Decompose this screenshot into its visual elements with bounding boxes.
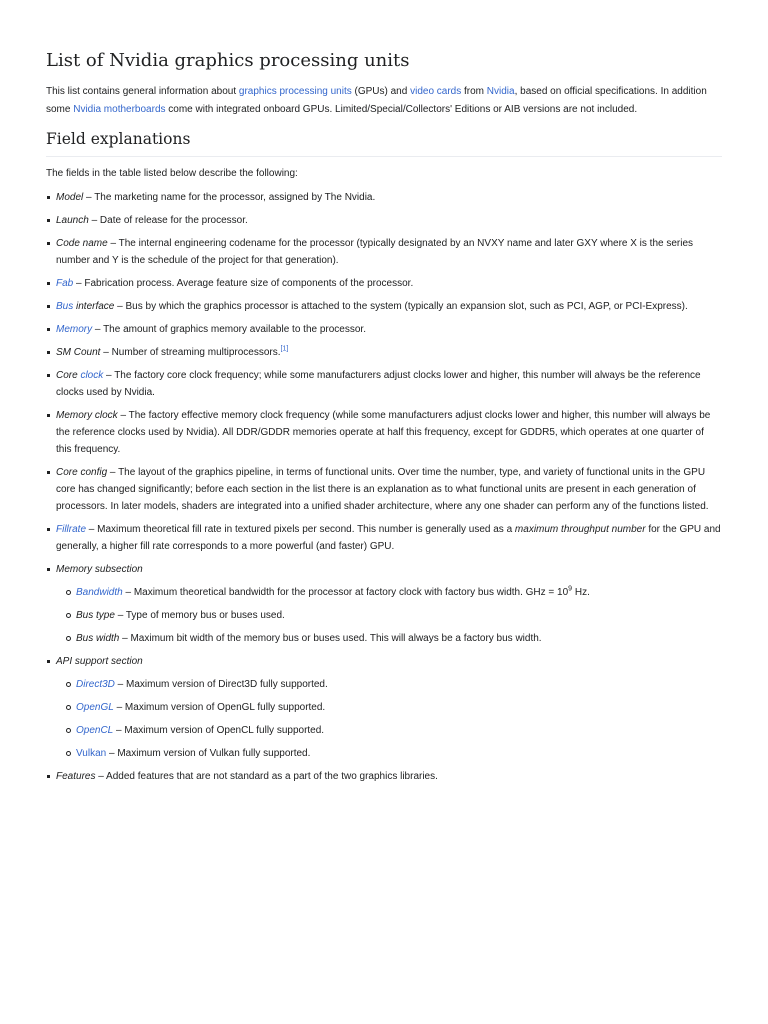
link-bus[interactable] xyxy=(56,301,73,312)
sublist-item-bandwidth xyxy=(56,584,722,601)
fields-intro: The fields in the table listed below describe the following: xyxy=(46,168,298,179)
field-list xyxy=(46,189,722,785)
exponent: 9 xyxy=(568,585,573,593)
term-fab: Fab xyxy=(56,277,74,289)
link-fab[interactable] xyxy=(56,278,73,289)
sublist-item-direct3d xyxy=(56,676,722,693)
emphasis-max-throughput: maximum throughput number xyxy=(514,523,646,535)
sublist-item-bus-type xyxy=(56,607,722,624)
list-item-api-support xyxy=(46,653,722,762)
desc-bus-width: – Maximum bit width of the memory bus or buses used. This will always be a factory bus width. xyxy=(119,632,542,644)
desc-opengl: – Maximum version of OpenGL fully supported. xyxy=(113,701,326,713)
term-interface: interface xyxy=(73,300,115,312)
desc-vulkan: – Maximum version of Vulkan fully supported. xyxy=(106,747,311,759)
link-opengl[interactable] xyxy=(76,702,114,713)
desc-opencl: – Maximum version of OpenCL fully supported. xyxy=(113,724,325,736)
desc-model: – The marketing name for the processor, assigned by The Nvidia. xyxy=(83,191,376,203)
desc-launch: – Date of release for the processor. xyxy=(88,214,248,226)
sublist-item-opengl xyxy=(56,699,722,716)
term-model: Model xyxy=(56,191,84,203)
list-item-code-name xyxy=(46,235,722,269)
reference-link[interactable]: [1] xyxy=(280,345,289,353)
list-item-fillrate xyxy=(46,521,722,555)
desc-core-config: – The layout of the graphics pipeline, in terms of functional units. Over time the number, type, and variety of functional units in the GPU core has changed significantly; before each section in the list there is an explanation as to what functional units are present in each generation of processors. In later models, shaders are integrated into a unified shader architecture, where any one shader can perform any of the functions listed. xyxy=(56,466,709,512)
section-heading-field-explanations: Field explanations xyxy=(46,129,722,157)
intro-text: , based on official specifications. In addition some xyxy=(46,86,707,115)
list-item-model xyxy=(46,189,722,206)
term-launch: Launch xyxy=(56,214,89,226)
desc-code-name: – The internal engineering codename for the processor (typically designated by an NVXY name and later GXY where X is the series number and Y is the schedule of the project for that generation). xyxy=(56,237,694,266)
term-bus-type: Bus type xyxy=(76,609,115,621)
desc-direct3d: – Maximum version of Direct3D fully supported. xyxy=(114,678,328,690)
term-sm-count: SM Count xyxy=(56,346,101,358)
list-item-fab xyxy=(46,275,722,292)
desc-memory: – The amount of graphics memory available to the processor. xyxy=(92,323,366,335)
list-item-launch xyxy=(46,212,722,229)
term-core: Core xyxy=(56,369,81,381)
intro-text: from xyxy=(461,86,487,97)
term-api-support: API support section xyxy=(56,655,143,667)
link-opencl[interactable] xyxy=(76,725,113,736)
link-bandwidth[interactable] xyxy=(76,587,123,598)
sublist-item-opencl xyxy=(56,722,722,739)
sublist-item-bus-width xyxy=(56,630,722,647)
list-item-core-config xyxy=(46,464,722,515)
list-item-memory xyxy=(46,321,722,338)
term-fillrate: Fillrate xyxy=(56,523,87,535)
term-bus: Bus xyxy=(56,300,74,312)
term-opengl: OpenGL xyxy=(76,701,114,713)
desc-bandwidth: – Maximum theoretical bandwidth for the processor at factory clock with factory bus width. GHz = 10 xyxy=(122,586,569,598)
desc-memory-clock: – The factory effective memory clock frequency (while some manufacturers adjust clocks lower and higher, this number will always be the reference clocks used by Nvidia). All DDR/GDDR memories operate at half this frequency, except for GDDR5, which operates at one quarter of this frequency. xyxy=(56,409,711,455)
term-code-name: Code name xyxy=(56,237,108,249)
intro-paragraph xyxy=(46,83,722,118)
list-item-memory-clock xyxy=(46,407,722,458)
desc-fillrate: – Maximum theoretical fill rate in textured pixels per second. This number is generally used as a xyxy=(86,523,515,535)
desc-bus-interface: – Bus by which the graphics processor is attached to the system (typically an expansion slot, such as PCI, AGP, or PCI-Express). xyxy=(114,300,688,312)
list-item-sm-count xyxy=(46,344,722,361)
list-item-core-clock xyxy=(46,367,722,401)
desc-fillrate-end: for the GPU and generally, a higher fill rate corresponds to a more powerful (and faster) GPU. xyxy=(56,523,721,552)
list-item-bus-interface xyxy=(46,298,722,315)
link-vulkan[interactable]: Vulkan xyxy=(76,747,107,759)
sublist-item-vulkan xyxy=(56,745,722,762)
intro-text: come with integrated onboard GPUs. Limited/Special/Collectors' Editions or AIB versions are not included. xyxy=(165,103,638,115)
desc-sm-count: – Number of streaming multiprocessors. xyxy=(100,346,281,358)
link-nvidia[interactable]: Nvidia xyxy=(486,86,515,97)
link-memory[interactable] xyxy=(56,324,92,335)
desc-fab: – Fabrication process. Average feature size of components of the processor. xyxy=(73,277,414,289)
term-opencl: OpenCL xyxy=(76,724,114,736)
desc-core-clock: – The factory core clock frequency; while some manufacturers adjust clocks lower and higher, this number will always be the reference clocks used by Nvidia. xyxy=(56,369,701,398)
desc-bus-type: – Type of memory bus or buses used. xyxy=(114,609,285,621)
page-title: List of Nvidia graphics processing units xyxy=(46,50,410,71)
desc-bandwidth-end: Hz. xyxy=(572,586,590,598)
term-memory: Memory xyxy=(56,323,93,335)
link-clock[interactable] xyxy=(80,370,103,381)
term-bus-width: Bus width xyxy=(76,632,120,644)
api-sublist xyxy=(56,676,722,762)
term-features: Features xyxy=(56,770,96,782)
link-nvidia-motherboards[interactable]: Nvidia motherboards xyxy=(73,103,166,115)
term-memory-subsection: Memory subsection xyxy=(56,563,143,575)
link-graphics-processing-units[interactable]: graphics processing units xyxy=(238,86,352,97)
memory-sublist xyxy=(56,584,722,647)
term-clock: clock xyxy=(80,369,104,381)
intro-text: (GPUs) and xyxy=(351,86,411,97)
desc-features: – Added features that are not standard as a part of the two graphics libraries. xyxy=(95,770,438,782)
term-bandwidth: Bandwidth xyxy=(76,586,123,598)
term-core-config: Core config xyxy=(56,466,108,478)
term-memory-clock: Memory clock xyxy=(56,409,118,421)
link-video-cards[interactable]: video cards xyxy=(410,86,462,97)
term-direct3d: Direct3D xyxy=(76,678,115,690)
list-item-features xyxy=(46,768,722,785)
link-direct3d[interactable] xyxy=(76,679,115,690)
link-fillrate[interactable] xyxy=(56,524,86,535)
list-item-memory-subsection xyxy=(46,561,722,647)
intro-text: This list contains general information about xyxy=(46,86,239,97)
